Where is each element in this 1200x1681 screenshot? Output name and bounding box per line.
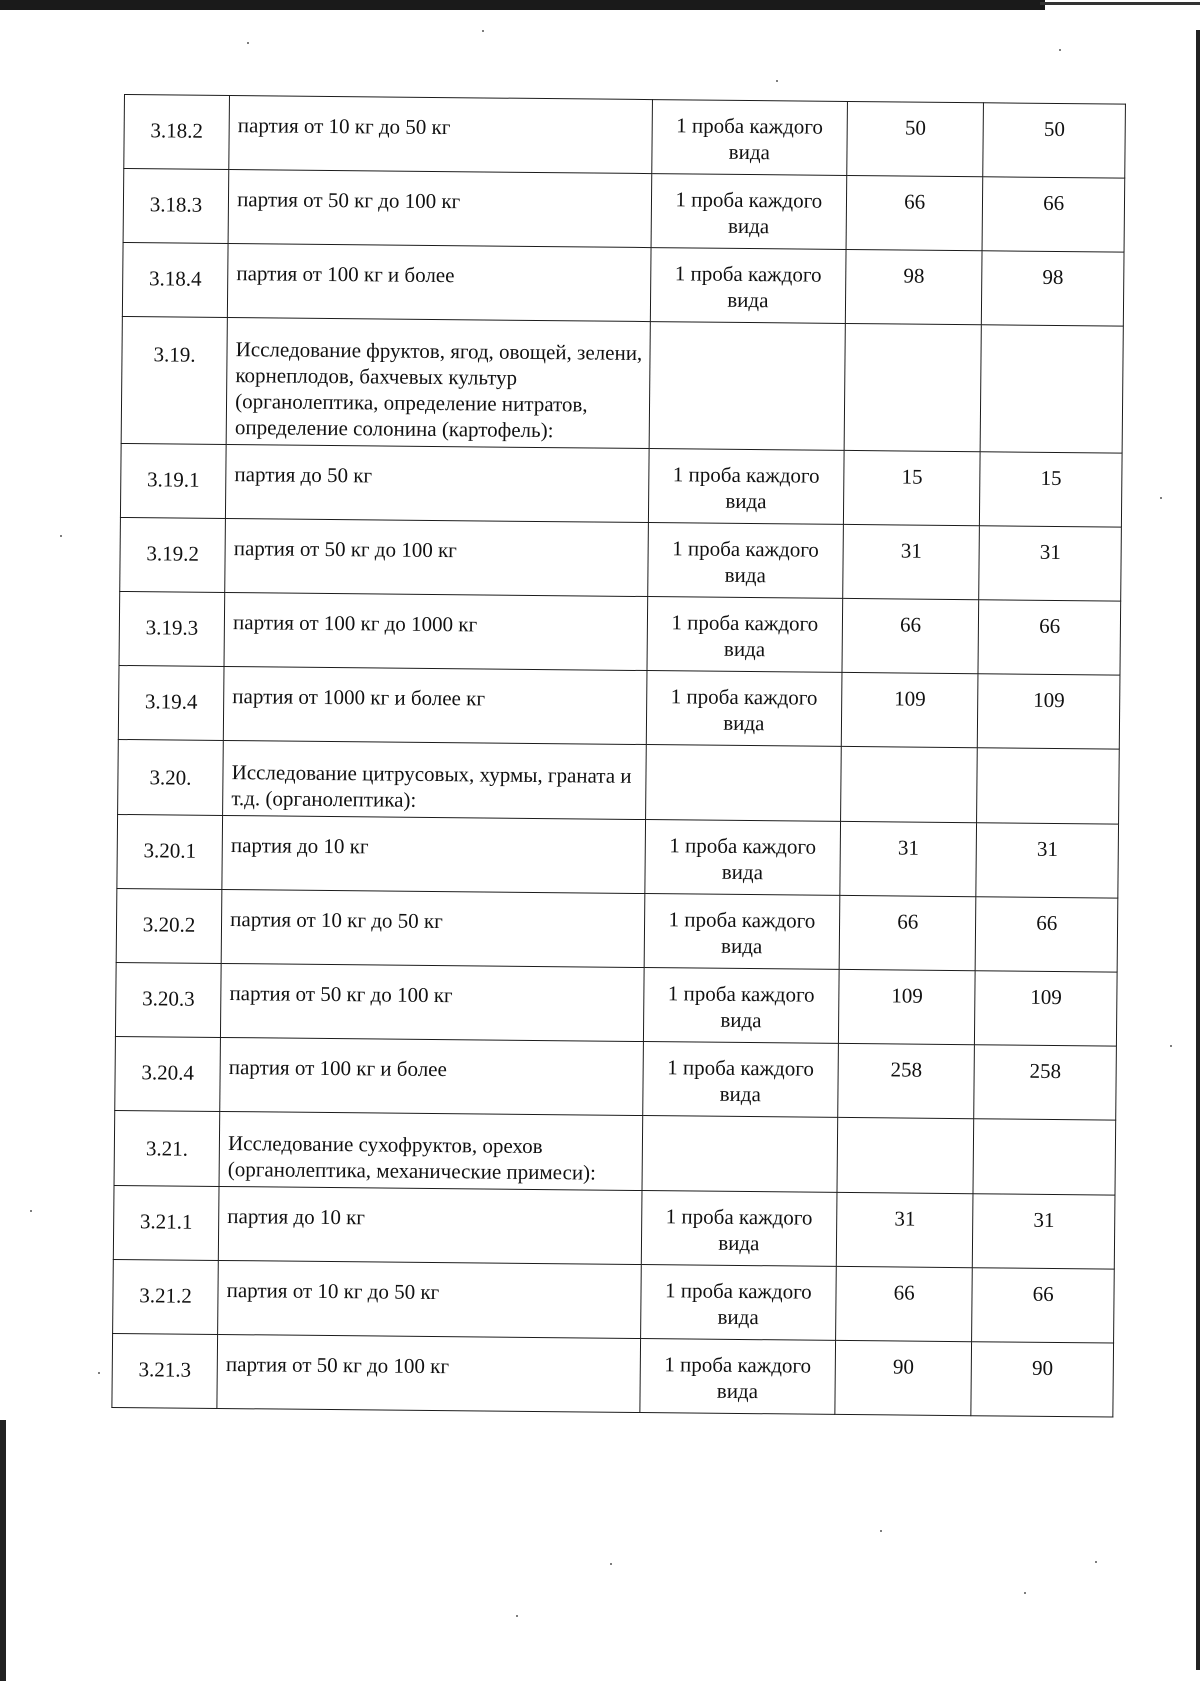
item-description-cell: Исследование фруктов, ягод, овощей, зелени, корнеплодов, бахчевых культур (органолептика, определение нитратов, определение солонина (картофель): — [226, 318, 650, 449]
item-description-cell: партия от 1000 кг и более кг — [223, 666, 646, 744]
scan-speck — [610, 1563, 612, 1565]
scan-border-left — [0, 1420, 6, 1681]
scan-border-top-thin — [1040, 2, 1200, 5]
item-number-cell: 3.18.2 — [124, 95, 230, 170]
price-cell: 31 — [843, 524, 980, 599]
scan-speck — [1059, 49, 1061, 51]
price-total-cell: 31 — [979, 526, 1121, 601]
scan-speck — [30, 1210, 32, 1212]
price-total-cell: 90 — [971, 1342, 1113, 1417]
item-description-cell: партия от 10 кг до 50 кг — [221, 889, 644, 967]
scan-speck — [1024, 1592, 1026, 1594]
table-row — [122, 242, 1124, 326]
price-total-cell: 109 — [978, 674, 1120, 749]
item-number-cell: 3.20.4 — [115, 1036, 221, 1111]
item-description-cell: партия до 10 кг — [218, 1186, 641, 1264]
price-cell: 109 — [838, 969, 975, 1044]
table-row — [115, 962, 1117, 1046]
item-number-cell: 3.21.3 — [112, 1333, 218, 1408]
price-total-cell: 109 — [975, 971, 1117, 1046]
sampling-unit-cell — [649, 322, 845, 451]
item-number-cell: 3.20.2 — [116, 888, 222, 963]
item-description-cell: партия от 50 кг до 100 кг — [221, 963, 644, 1041]
price-total-cell — [973, 1119, 1115, 1195]
table-row — [120, 517, 1122, 601]
item-number-cell: 3.20.1 — [117, 814, 223, 889]
scan-speck — [60, 535, 62, 537]
table-row — [113, 1185, 1115, 1269]
item-description-cell: партия от 100 кг и более — [227, 244, 650, 322]
item-description-cell: партия от 100 кг до 1000 кг — [224, 592, 647, 670]
table-row — [124, 95, 1126, 179]
table-row — [113, 1259, 1115, 1343]
price-table — [111, 94, 1126, 1418]
sampling-unit-cell: 1 проба каждого вида — [647, 523, 843, 599]
item-number-cell: 3.20.3 — [115, 962, 221, 1037]
scan-speck — [776, 80, 778, 82]
sampling-unit-cell: 1 проба каждого вида — [643, 968, 839, 1044]
price-cell: 31 — [836, 1192, 973, 1267]
price-total-cell: 66 — [972, 1268, 1114, 1343]
scan-speck — [880, 1530, 882, 1532]
price-cell: 50 — [847, 101, 984, 176]
price-cell: 15 — [843, 450, 980, 525]
item-number-cell: 3.19.3 — [119, 591, 225, 666]
scan-speck — [247, 42, 249, 44]
price-cell: 66 — [846, 175, 983, 250]
scan-speck — [98, 1372, 100, 1374]
item-number-cell: 3.19. — [121, 316, 227, 444]
sampling-unit-cell: 1 проба каждого вида — [648, 449, 844, 525]
item-number-cell: 3.19.1 — [120, 443, 226, 518]
price-cell: 66 — [842, 598, 979, 673]
price-cell: 31 — [840, 821, 977, 896]
price-total-cell — [981, 325, 1124, 453]
price-total-cell: 31 — [976, 823, 1118, 898]
scan-border-right — [1196, 30, 1200, 1670]
item-number-cell: 3.19.4 — [118, 665, 224, 740]
item-description-cell: партия от 50 кг до 100 кг — [217, 1334, 640, 1412]
price-cell — [837, 1117, 974, 1193]
scan-speck — [1095, 1561, 1097, 1563]
scan-speck — [482, 30, 484, 32]
price-total-cell: 31 — [973, 1194, 1115, 1269]
price-total-cell: 98 — [982, 251, 1124, 326]
item-description-cell: партия до 10 кг — [222, 815, 645, 893]
scan-speck — [1160, 497, 1162, 499]
item-number-cell: 3.20. — [118, 739, 224, 815]
price-cell: 98 — [845, 249, 982, 324]
item-number-cell: 3.21.1 — [113, 1185, 219, 1260]
scan-speck — [516, 1615, 518, 1617]
sampling-unit-cell: 1 проба каждого вида — [641, 1191, 837, 1267]
item-description-cell: Исследование сухофруктов, орехов (органолептика, механические примеси): — [219, 1111, 642, 1190]
price-cell — [840, 746, 977, 822]
sampling-unit-cell: 1 проба каждого вида — [646, 671, 842, 747]
item-description-cell: партия от 50 кг до 100 кг — [228, 170, 651, 248]
price-cell: 66 — [839, 895, 976, 970]
sampling-unit-cell: 1 проба каждого вида — [645, 820, 841, 896]
item-description-cell: партия от 50 кг до 100 кг — [225, 518, 648, 596]
sampling-unit-cell: 1 проба каждого вида — [640, 1339, 836, 1415]
item-number-cell: 3.21. — [114, 1110, 220, 1186]
item-number-cell: 3.18.4 — [122, 242, 228, 317]
item-number-cell: 3.19.2 — [120, 517, 226, 592]
item-description-cell: партия от 10 кг до 50 кг — [229, 96, 652, 174]
price-cell: 90 — [835, 1340, 972, 1415]
price-total-cell: 15 — [980, 452, 1122, 527]
sampling-unit-cell: 1 проба каждого вида — [642, 1042, 838, 1118]
sampling-unit-cell: 1 проба каждого вида — [644, 894, 840, 970]
item-description-cell: партия от 100 кг и более — [220, 1037, 643, 1115]
scan-border-top — [0, 0, 1045, 10]
table-row — [116, 888, 1118, 972]
table-row — [118, 665, 1120, 749]
price-cell — [844, 323, 982, 451]
table-row — [119, 591, 1121, 675]
table-row — [123, 169, 1125, 253]
table-section-row — [121, 316, 1123, 453]
table-row — [117, 814, 1119, 898]
price-total-cell: 66 — [978, 600, 1120, 675]
price-table-body — [112, 95, 1126, 1418]
item-number-cell: 3.21.2 — [113, 1259, 219, 1334]
sampling-unit-cell: 1 проба каждого вида — [650, 248, 846, 324]
sampling-unit-cell — [645, 745, 841, 822]
scan-speck — [1170, 1045, 1172, 1047]
item-number-cell: 3.18.3 — [123, 169, 229, 244]
table-row — [115, 1036, 1117, 1120]
price-total-cell: 50 — [983, 103, 1125, 178]
price-total-cell — [977, 748, 1119, 824]
price-cell: 109 — [841, 672, 978, 747]
sampling-unit-cell: 1 проба каждого вида — [647, 597, 843, 673]
sampling-unit-cell: 1 проба каждого вида — [652, 100, 848, 176]
price-cell: 66 — [835, 1266, 972, 1341]
table-section-row — [118, 739, 1120, 824]
table-row — [112, 1333, 1114, 1417]
item-description-cell: партия до 50 кг — [226, 444, 649, 522]
price-total-cell: 258 — [974, 1045, 1116, 1120]
price-total-cell: 66 — [982, 177, 1124, 252]
item-description-cell: Исследование цитрусовых, хурмы, граната и т.д. (органолептика): — [223, 740, 646, 819]
table-row — [120, 443, 1122, 527]
table-section-row — [114, 1110, 1116, 1195]
sampling-unit-cell: 1 проба каждого вида — [640, 1265, 836, 1341]
item-description-cell: партия от 10 кг до 50 кг — [218, 1260, 641, 1338]
price-total-cell: 66 — [976, 897, 1118, 972]
sampling-unit-cell: 1 проба каждого вида — [651, 174, 847, 250]
sampling-unit-cell — [642, 1116, 838, 1193]
price-cell: 258 — [838, 1043, 975, 1118]
